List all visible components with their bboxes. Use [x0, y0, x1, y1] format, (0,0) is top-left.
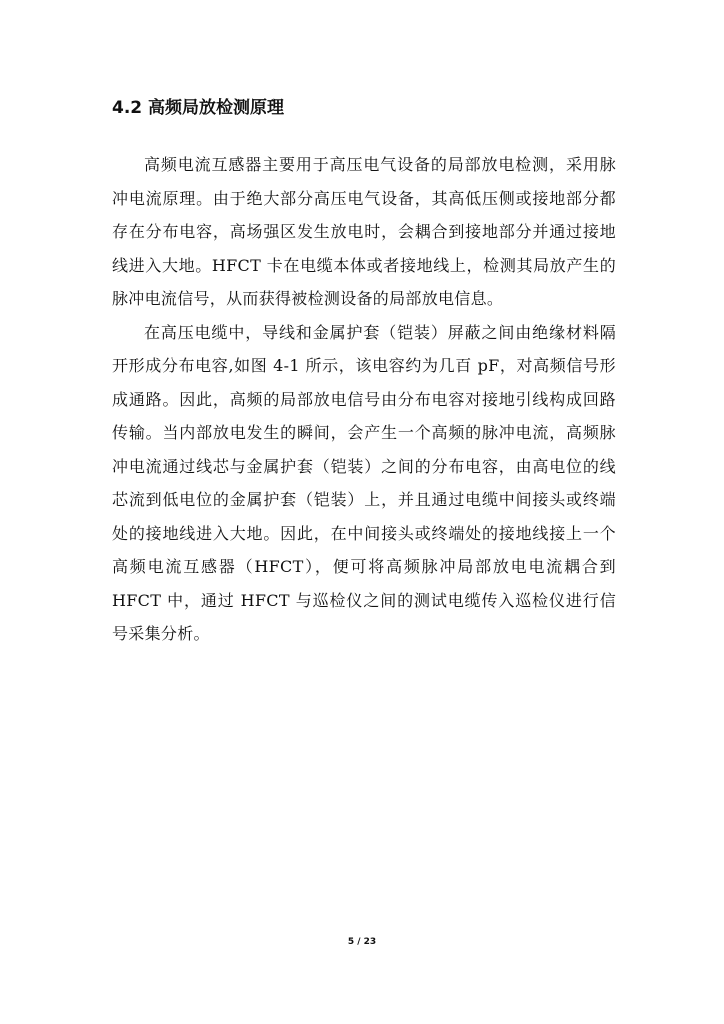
- paragraph-hfct-principle: 高频电流互感器主要用于高压电气设备的局部放电检测，采用脉冲电流原理。由于绝大部分高压电气设备，其高低压侧或接地部分都存在分布电容，高场强区发生放电时，会耦合到接地部分并通过接地线进入大地。HFCT 卡在电缆本体或者接地线上，检测其局放产生的脉冲电流信号，从而获得被检测设备的局部放电信息。: [112, 155, 616, 308]
- page-number: 5 / 23: [347, 937, 377, 947]
- section-heading: 4.2 高频局放检测原理: [112, 98, 285, 118]
- paragraph-cable-capacitance: 在高压电缆中，导线和金属护套（铠装）屏蔽之间由绝缘材料隔开形成分布电容,如图 4-1 所示，该电容约为几百 pF，对高频信号形成通路。因此，高频的局部放电信号由分布电容对接地引线构成回路传输。当内部放电发生的瞬间，会产生一个高频的脉冲电流，高频脉冲电流通过线芯与金属护套（铠装）之间的分布电容，由高电位的线芯流到低电位的金属护套（铠装）上，并且通过电缆中间接头或终端处的接地线进入大地。因此，在中间接头或终端处的接地线接上一个高频电流互感器（HFCT），便可将高频脉冲局部放电电流耦合到 HFCT 中，通过 HFCT 与巡检仪之间的测试电缆传入巡检仪进行信号采集分析。: [112, 322, 616, 643]
- body-text: [112, 148, 616, 651]
